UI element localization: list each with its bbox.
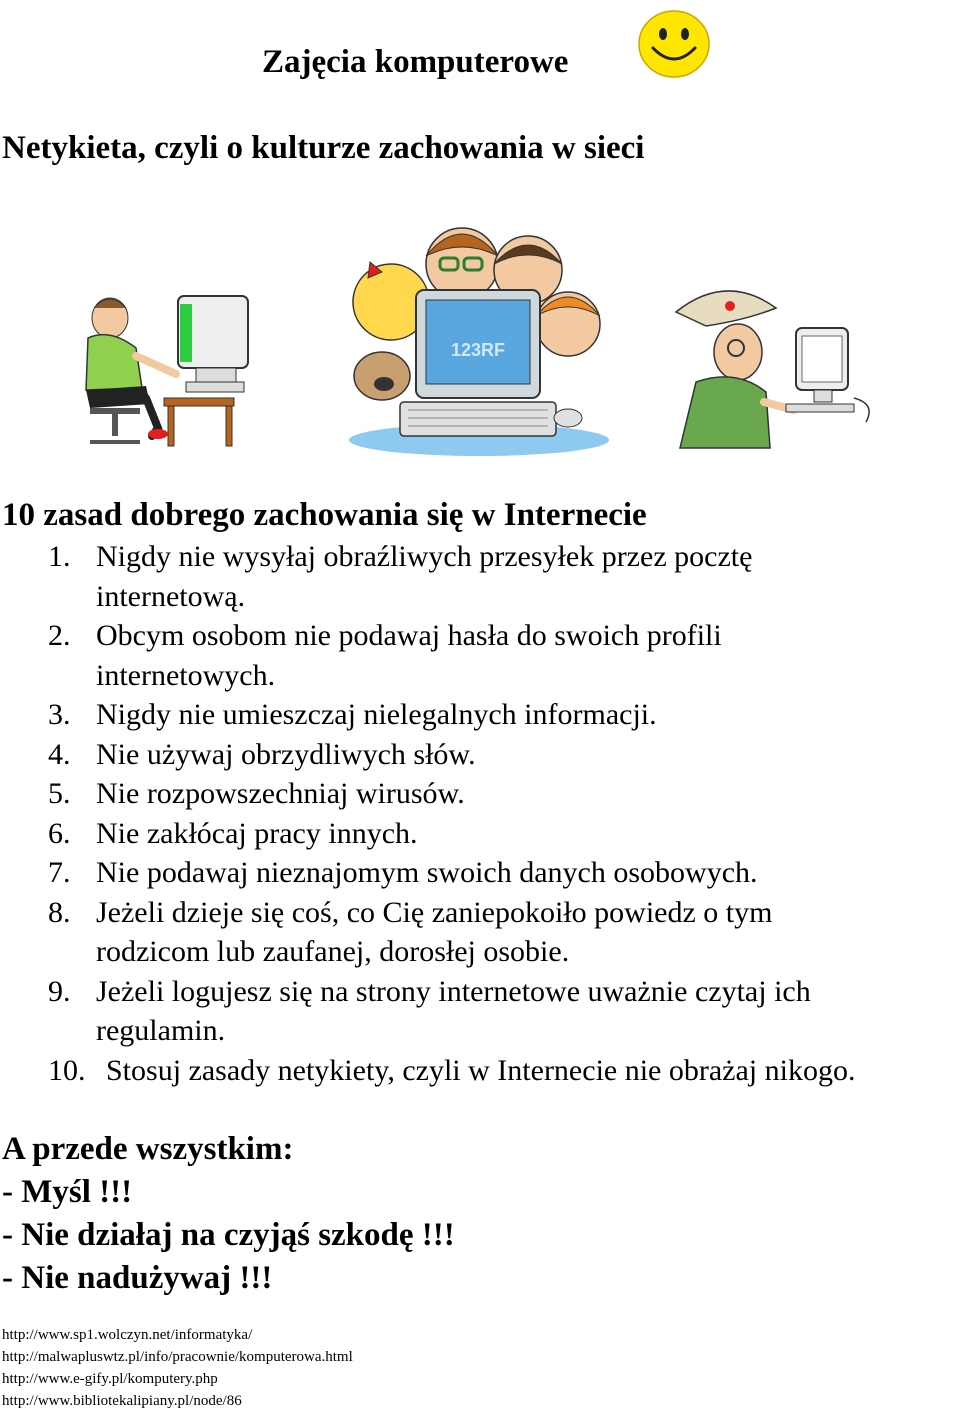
rule-text-line: Nie zakłócaj pracy innych. [96, 816, 418, 850]
rule-number: 3. [48, 698, 71, 731]
rule-item [0, 814, 960, 854]
rule-text-line: Jeżeli dzieje się coś, co Cię zaniepokoiło powiedz o tym [96, 895, 773, 929]
rule-text-line: Nie używaj obrzydliwych słów. [96, 737, 476, 771]
rule-number: 9. [48, 974, 71, 1008]
rules-list [0, 537, 960, 1090]
rule-item [0, 972, 960, 1051]
rule-text-line: internetową. [96, 579, 246, 613]
rule-number: 6. [48, 816, 71, 850]
final-section [2, 1128, 455, 1300]
source-link[interactable]: http://www.e-gify.pl/komputery.php [2, 1371, 218, 1387]
rule-item [0, 853, 960, 893]
rule-text-line: internetowych. [96, 658, 276, 692]
rule-text-line: Nigdy nie wysyłaj obraźliwych przesyłek przez pocztę [96, 540, 753, 573]
final-line: - Nie nadużywaj !!! [2, 1260, 273, 1296]
source-link[interactable]: http://malwapluswtz.pl/info/pracownie/komputerowa.html [2, 1349, 353, 1365]
rule-number: 10. [48, 1053, 86, 1087]
page-subtitle: Netykieta, czyli o kulturze zachowania w sieci [2, 130, 645, 166]
rules-heading: 10 zasad dobrego zachowania się w Internecie [2, 497, 647, 533]
final-heading: A przede wszystkim: [2, 1131, 294, 1167]
source-link[interactable]: http://www.bibliotekalipiany.pl/node/86 [2, 1393, 242, 1409]
center-logo-text: 123RF [450, 340, 506, 360]
rule-number: 5. [48, 777, 71, 810]
rule-item [0, 893, 960, 972]
source-link[interactable]: http://www.sp1.wolczyn.net/informatyka/ [2, 1327, 253, 1343]
rule-number: 7. [48, 856, 71, 889]
final-line: - Nie działaj na czyjąś szkodę !!! [2, 1217, 455, 1253]
rule-text-line: Nigdy nie umieszczaj nielegalnych informacji. [96, 698, 657, 731]
page-title: Zajęcia komputerowe [262, 44, 569, 80]
rule-text-line: Nie podawaj nieznajomym swoich danych osobowych. [96, 856, 758, 889]
smiley-face-icon [636, 8, 712, 80]
rule-number: 4. [48, 737, 71, 771]
rule-number: 8. [48, 895, 71, 929]
man-in-hat-illustration [666, 272, 892, 452]
rule-text-line: Obcym osobom nie podawaj hasła do swoich profili [96, 619, 722, 652]
rule-text-line: Jeżeli logujesz się na strony internetowe uważnie czytaj ich [96, 974, 811, 1008]
children-computer-illustration [346, 212, 612, 456]
boy-at-computer-illustration [66, 278, 284, 448]
rule-item [0, 616, 960, 695]
rule-text-line: Nie rozpowszechniaj wirusów. [96, 777, 465, 810]
rule-item [0, 1051, 960, 1091]
rule-item [0, 695, 960, 735]
rule-text-line: Stosuj zasady netykiety, czyli w Internecie nie obrażaj nikogo. [106, 1053, 856, 1087]
rule-item [0, 774, 960, 814]
sources-list [2, 1324, 353, 1412]
rule-number: 1. [48, 540, 71, 573]
rule-text-line: rodzicom lub zaufanej, dorosłej osobie. [96, 935, 570, 968]
rule-text-line: regulamin. [96, 1014, 226, 1047]
rule-item [0, 537, 960, 616]
final-line: - Myśl !!! [2, 1174, 133, 1210]
rule-number: 2. [48, 619, 71, 652]
rule-item [0, 735, 960, 775]
